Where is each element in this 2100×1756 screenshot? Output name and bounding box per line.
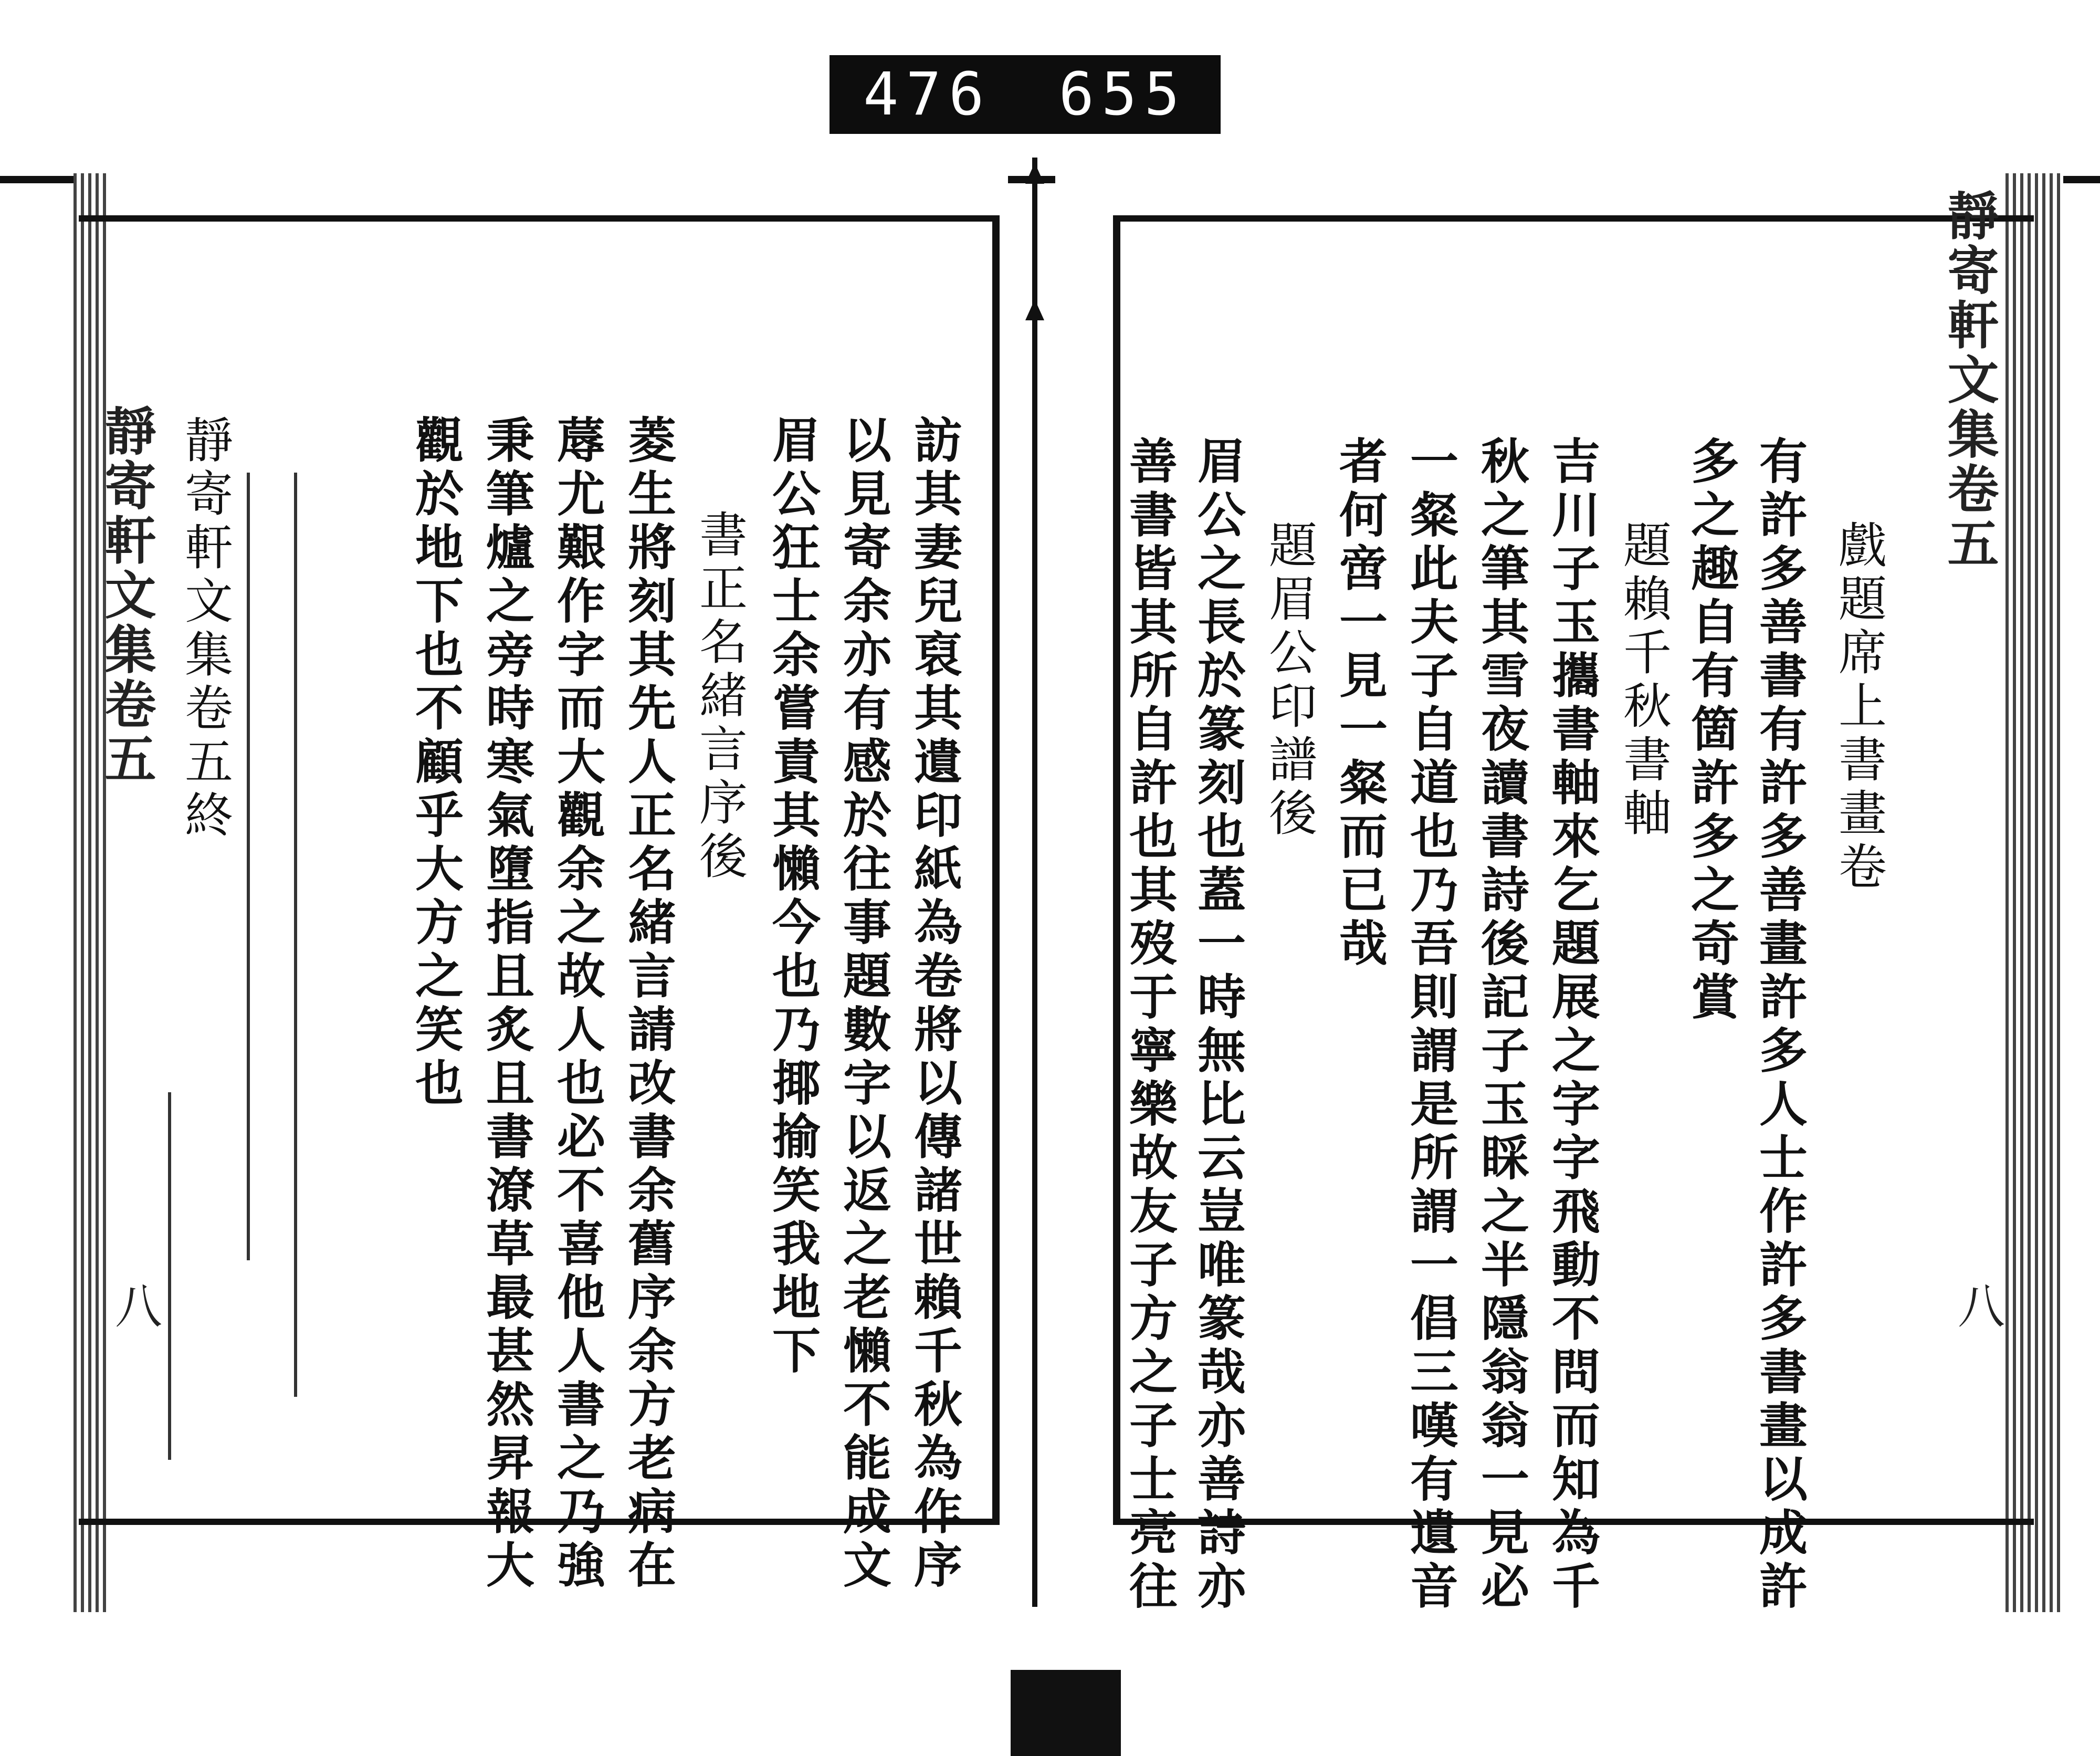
gutter-arrow-upper — [1025, 299, 1044, 320]
right-column-5: 吉川子玉攜書軸來乞題展之字字飛動不問而知為千 — [1544, 436, 1601, 1614]
left-closing-title: 靜寄軒文集卷五終 — [177, 415, 233, 843]
left-column-4: 書正名緒言序後 — [691, 509, 748, 884]
left-column-2: 以見寄余亦有感於往事題數字以返之老懶不能成文 — [835, 415, 892, 1593]
left-column-7: 秉筆爐之旁時寒氣墮指且炙且書潦草最甚然昇報大 — [478, 415, 535, 1593]
catalog-number-label — [830, 55, 1221, 134]
right-column-7: 一粲此夫子自道也乃吾則謂是所謂一倡三嘆有遺音 — [1402, 436, 1459, 1614]
right-column-2: 有許多善書有許多善畫許多人士作許多書畫以成許 — [1751, 436, 1808, 1614]
gutter-arrow-top — [1025, 163, 1044, 184]
right-column-10: 眉公之長於篆刻也蓋一時無比云豈唯篆哉亦善詩亦 — [1190, 436, 1246, 1614]
right-side-title: 靜寄軒文集卷五 — [1939, 189, 1999, 571]
right-page-number: 八 — [1949, 1281, 2004, 1329]
left-page-number: 八 — [107, 1281, 162, 1329]
left-column-divider-1 — [294, 473, 297, 1397]
catalog-number-right: 655 — [1058, 60, 1187, 129]
catalog-number-left: 476 — [863, 60, 992, 129]
left-margin-line — [168, 1092, 171, 1460]
right-column-4: 題賴千秋書軸 — [1615, 520, 1672, 841]
left-column-8: 觀於地下也不顧乎大方之笑也 — [407, 415, 464, 1111]
left-column-6: 蓐尤艱作字而大觀余之故人也必不喜他人書之乃強 — [549, 415, 606, 1593]
left-side-title: 靜寄軒文集卷五 — [96, 404, 156, 787]
left-column-divider-2 — [247, 473, 250, 1260]
left-column-5: 菱生將刻其先人正名緒言請改書余舊序余方老病在 — [620, 415, 677, 1593]
right-column-8: 者何啻一見一粲而已哉 — [1331, 436, 1388, 971]
left-column-1: 訪其妻兒裒其遺印紙為卷將以傳諸世賴千秋為作序 — [906, 415, 963, 1593]
right-column-1: 戲題席上書畫卷 — [1831, 520, 1887, 895]
binding-clip — [1011, 1670, 1121, 1756]
right-column-11: 善書皆其所自許也其歿于寧樂故友子方之子士亮往 — [1121, 436, 1178, 1614]
right-column-9: 題眉公印譜後 — [1261, 520, 1317, 841]
left-column-3: 眉公狂士余嘗責其懶今也乃揶揄笑我地下 — [764, 415, 821, 1379]
gutter-line — [1032, 158, 1037, 1607]
right-column-3: 多之趣自有箇許多之奇賞 — [1683, 436, 1740, 1025]
right-column-6: 秋之筆其雪夜讀書詩後記子玉睬之半隱翁翁一見必 — [1473, 436, 1530, 1614]
